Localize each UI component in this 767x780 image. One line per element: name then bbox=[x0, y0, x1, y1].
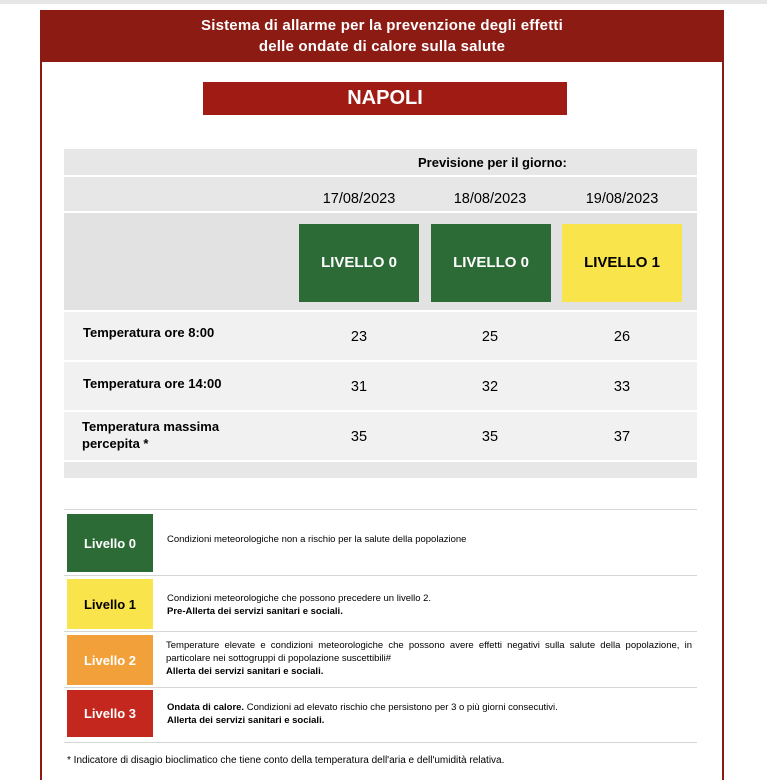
legend-level-3-description bbox=[167, 701, 558, 714]
level-badge-day-1: LIVELLO 0 bbox=[299, 224, 419, 302]
level-badge-day-2: LIVELLO 0 bbox=[431, 224, 551, 302]
t14-day-2: 32 bbox=[481, 379, 499, 395]
header-line-2: delle ondate di calore sulla salute bbox=[258, 38, 506, 55]
legend-level-0-text bbox=[167, 533, 466, 546]
legend-divider bbox=[64, 687, 697, 688]
tmax-day-2: 35 bbox=[481, 429, 499, 445]
legend-level-1-box: Livello 1 bbox=[67, 579, 153, 629]
t14-day-3: 33 bbox=[613, 379, 631, 395]
legend-level-3-lead: Ondata di calore. bbox=[167, 702, 245, 713]
legend-level-0-description: Condizioni meteorologiche non a rischio per la salute della popolazione bbox=[167, 534, 467, 545]
date-day-1: 17/08/2023 bbox=[322, 191, 396, 207]
legend-divider bbox=[64, 631, 697, 632]
tmax-day-3: 37 bbox=[613, 429, 631, 445]
t8-day-3: 26 bbox=[613, 329, 631, 345]
legend-divider bbox=[64, 575, 697, 576]
legend-level-1-description: Condizioni meteorologiche che possono precedere un livello 2. bbox=[167, 593, 432, 604]
legend-level-2-text bbox=[166, 639, 692, 678]
date-day-3: 19/08/2023 bbox=[585, 191, 659, 207]
legend-level-3-detail: Condizioni ad elevato rischio che persistono per 3 o più giorni consecutivi. bbox=[244, 702, 558, 713]
legend-level-3-text bbox=[167, 701, 558, 727]
t14-day-1: 31 bbox=[350, 379, 368, 395]
date-day-2: 18/08/2023 bbox=[453, 191, 527, 207]
legend-divider bbox=[64, 509, 697, 510]
city-title: NAPOLI bbox=[203, 82, 567, 115]
legend-level-3-alert: Allerta dei servizi sanitari e sociali. bbox=[167, 715, 325, 726]
legend-level-2-box: Livello 2 bbox=[67, 635, 153, 685]
page-header bbox=[40, 10, 724, 62]
legend-level-1-text bbox=[167, 592, 431, 618]
tmax-day-1: 35 bbox=[350, 429, 368, 445]
footnote: * Indicatore di disagio bioclimatico che tiene conto della temperatura dell'aria e dell'umidità relativa. bbox=[67, 755, 505, 766]
forecast-label: Previsione per il giorno: bbox=[418, 155, 567, 170]
forecast-header-row bbox=[64, 149, 697, 175]
row-tmax-label bbox=[82, 418, 219, 452]
level-badge-day-3: LIVELLO 1 bbox=[562, 224, 682, 302]
legend-level-2-description: Temperature elevate e condizioni meteorologiche che possono avere effetti negativi sulla salute della popolazione, in particolare nei sottogruppi di popolazione suscettibili# bbox=[166, 640, 692, 664]
header-line-1: Sistema di allarme per la prevenzione degli effetti bbox=[201, 17, 563, 34]
legend-level-3-box: Livello 3 bbox=[67, 690, 153, 737]
row-t14-label: Temperatura ore 14:00 bbox=[83, 376, 222, 391]
top-strip bbox=[0, 0, 767, 4]
row-tmax-label-line-2: percepita * bbox=[82, 436, 149, 451]
legend-divider bbox=[64, 742, 697, 743]
t8-day-1: 23 bbox=[350, 329, 368, 345]
row-tmax-label-line-1: Temperatura massima bbox=[82, 419, 220, 434]
legend-level-2-alert: Allerta dei servizi sanitari e sociali. bbox=[166, 666, 324, 677]
row-t8-label: Temperatura ore 8:00 bbox=[83, 325, 215, 340]
t8-day-2: 25 bbox=[481, 329, 499, 345]
legend-level-0-box: Livello 0 bbox=[67, 514, 153, 572]
table-footer-bar bbox=[64, 462, 697, 478]
legend-level-1-alert: Pre-Allerta dei servizi sanitari e sociali. bbox=[167, 606, 343, 617]
